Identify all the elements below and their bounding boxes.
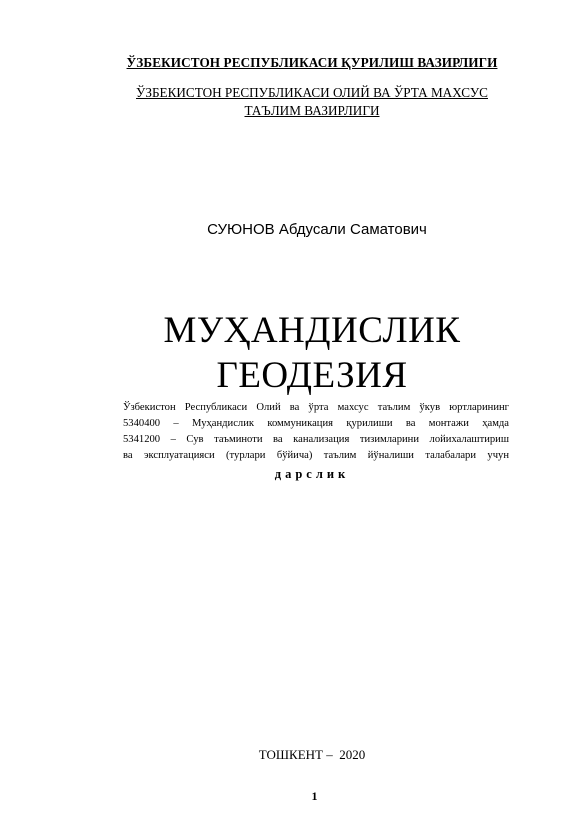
author-name: СУЮНОВ Абдусали Саматович: [207, 221, 427, 238]
page-number: 1: [311, 789, 318, 803]
book-title: [0, 308, 584, 398]
ministry-of-construction-heading: ЎЗБЕКИСТОН РЕСПУБЛИКАСИ ҚУРИЛИШ ВАЗИРЛИГИ: [126, 55, 498, 70]
description-line: 5341200 – Сув таъминоти ва канализация тизимларини лойихалаштириш: [123, 434, 509, 445]
book-title-line-2: ГЕОДЕЗИЯ: [216, 355, 408, 396]
book-genre: дарслик: [274, 467, 350, 481]
description-line: 5340400 – Муҳандислик коммуникация қурилиши ва монтажи ҳамда: [123, 418, 509, 429]
ministry-of-education-line-1: ЎЗБЕКИСТОН РЕСПУБЛИКАСИ ОЛИЙ ВА ЎРТА МАХСУС: [136, 85, 488, 100]
book-description: [123, 400, 509, 464]
city-and-year: ТОШКЕНТ – 2020: [258, 747, 366, 762]
ministry-of-education-heading: [0, 84, 584, 120]
description-line: Ўзбекистон Республикаси Олий ва ўрта махсус таълим ўкув юртларининг: [123, 402, 509, 413]
book-title-line-1: МУҲАНДИСЛИК: [163, 310, 461, 351]
description-line: ва эксплуатацияси (турлари бўйича) таълим йўналиши талабалари учун: [123, 450, 509, 461]
ministry-of-education-line-2: ТАЪЛИМ ВАЗИРЛИГИ: [244, 103, 380, 118]
